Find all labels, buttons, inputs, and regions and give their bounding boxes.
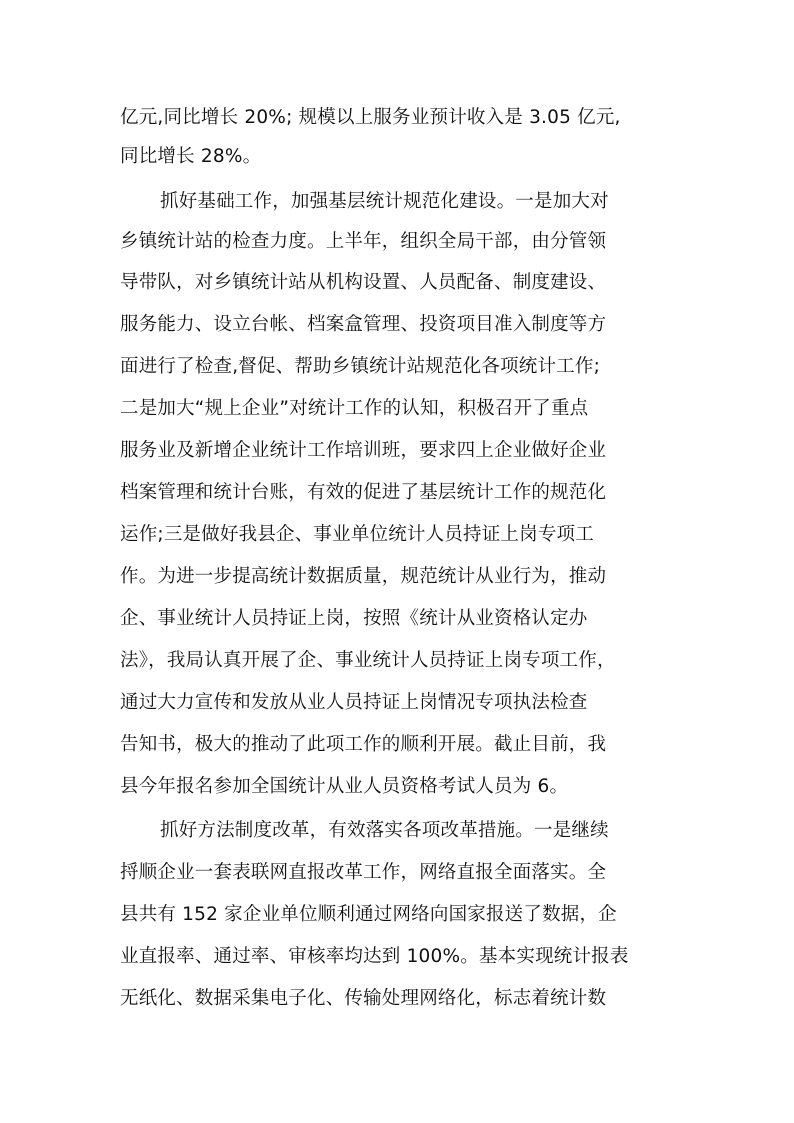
text-line: 法》，我局认真开展了企、事业统计人员持证上岗专项工作， <box>120 650 616 671</box>
text-line: 作。为进一步提高统计数据质量，规范统计从业行为，推动 <box>120 566 607 587</box>
text-line: 企、事业统计人员持证上岗，按照《统计从业资格认定办 <box>120 608 588 629</box>
text-line: 告知书，极大的推动了此项工作的顺利开展。截止目前，我 <box>120 734 607 755</box>
text-line: 导带队，对乡镇统计站从机构设置、人员配备、制度建设、 <box>120 272 607 293</box>
text-line: 亿元,同比增长 20%; 规模以上服务业预计收入是 3.05 亿元, <box>120 107 621 128</box>
text-line: 服务能力、设立台帐、档案盒管理、投资项目准入制度等方 <box>120 314 607 335</box>
text-line: 无纸化、数据采集电子化、传输处理网络化，标志着统计数 <box>120 988 607 1009</box>
text-line: 运作;三是做好我县企、事业单位统计人员持证上岗专项工 <box>120 524 594 545</box>
text-line: 县共有 152 家企业单位顺利通过网络向国家报送了数据，企 <box>120 904 617 925</box>
text-line: 业直报率、通过率、审核率均达到 100%。基本实现统计报表 <box>120 946 629 967</box>
text-line: 捋顺企业一套表联网直报改革工作，网络直报全面落实。全 <box>120 862 607 883</box>
text-line: 乡镇统计站的检查力度。上半年，组织全局干部，由分管领 <box>120 231 607 252</box>
text-line: 通过大力宣传和发放从业人员持证上岗情况专项执法检查 <box>120 692 588 713</box>
text-line: 县今年报名参加全国统计从业人员资格考试人员为 6。 <box>120 776 569 797</box>
text-line: 服务业及新增企业统计工作培训班，要求四上企业做好企业 <box>120 440 607 461</box>
paragraph-start-line: 抓好基础工作，加强基层统计规范化建设。一是加大对 <box>160 191 609 212</box>
paragraph-start-line: 抓好方法制度改革，有效落实各项改革措施。一是继续 <box>160 820 609 841</box>
text-line: 二是加大“规上企业”对统计工作的认知，积极召开了重点 <box>120 398 589 419</box>
text-line: 档案管理和统计台账，有效的促进了基层统计工作的规范化 <box>120 482 607 503</box>
text-line: 面进行了检查,督促、帮助乡镇统计站规范化各项统计工作; <box>120 356 601 377</box>
text-line: 同比增长 28%。 <box>120 146 262 167</box>
